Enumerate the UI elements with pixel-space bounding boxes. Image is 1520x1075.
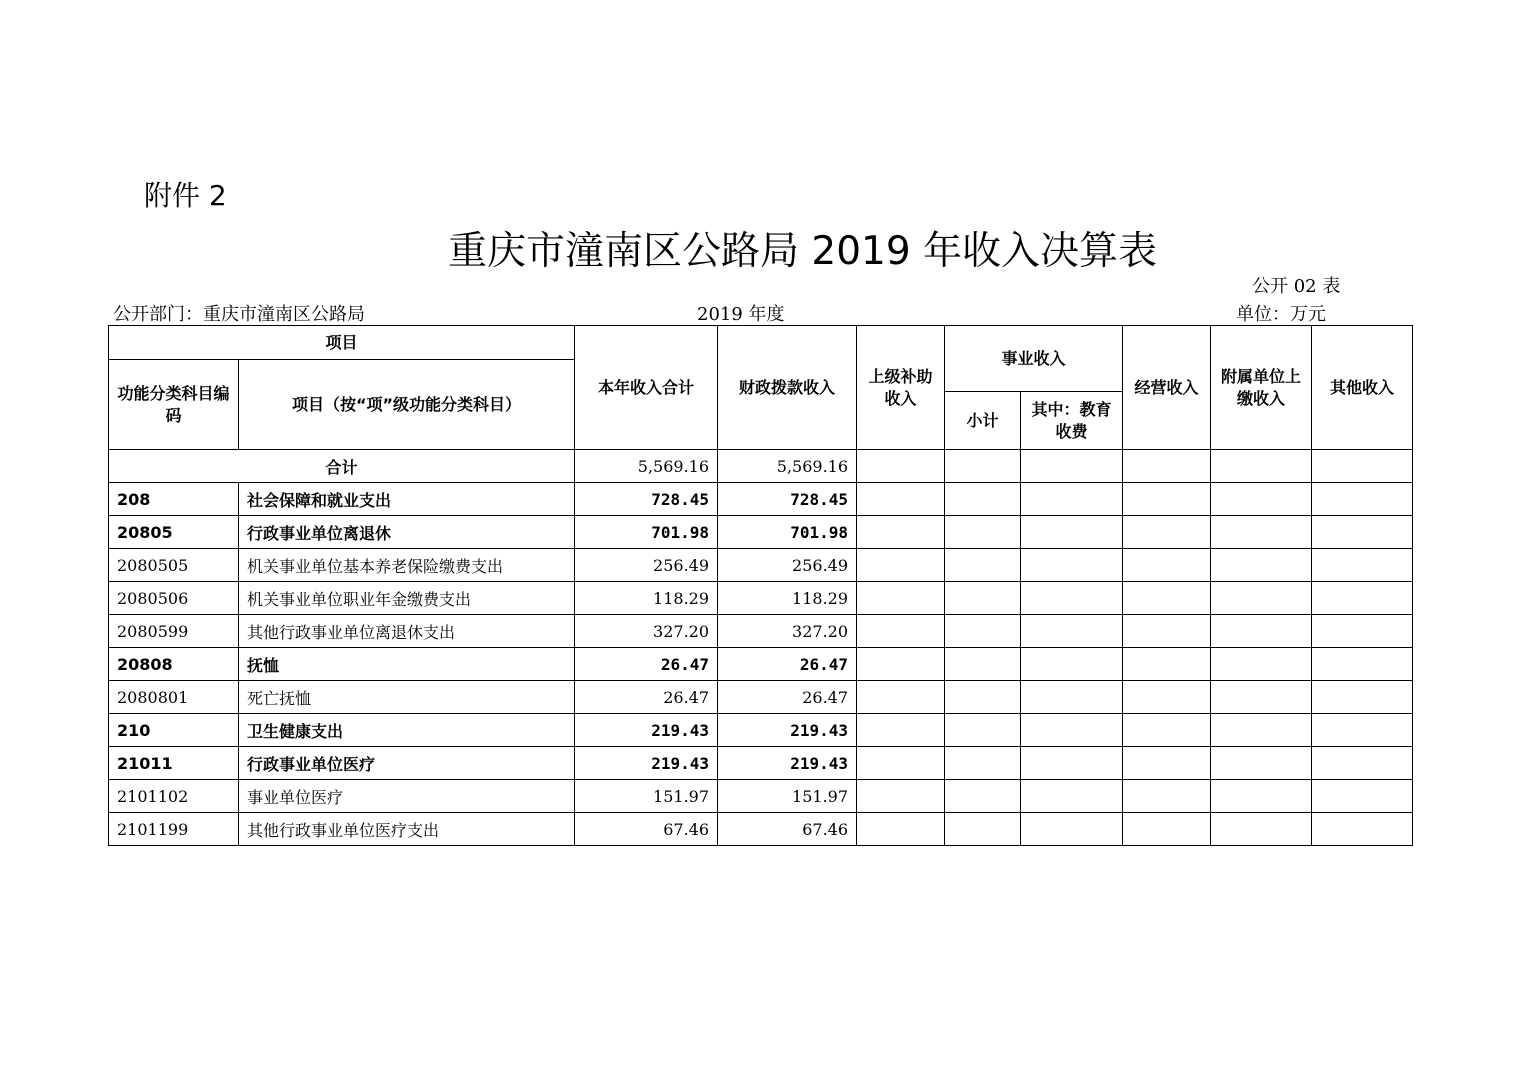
department-label: 公开部门：重庆市潼南区公路局	[113, 304, 365, 325]
row-name: 机关事业单位职业年金缴费支出	[239, 582, 575, 615]
header-other: 其他收入	[1312, 326, 1413, 450]
empty-cell	[857, 648, 945, 681]
header-total-income: 本年收入合计	[575, 326, 718, 450]
empty-cell	[1021, 615, 1123, 648]
empty-cell	[1123, 813, 1211, 846]
empty-cell	[857, 549, 945, 582]
page-title: 重庆市潼南区公路局 2019 年收入决算表	[448, 229, 1158, 274]
empty-cell	[1211, 483, 1312, 516]
row-name: 行政事业单位离退休	[239, 516, 575, 549]
row-code: 20805	[109, 516, 239, 549]
fiscal-year: 2019 年度	[697, 304, 785, 325]
empty-cell	[1021, 483, 1123, 516]
row-total-income: 26.47	[575, 648, 718, 681]
row-code: 20808	[109, 648, 239, 681]
table-row	[109, 780, 1413, 813]
row-name: 社会保障和就业支出	[239, 483, 575, 516]
empty-cell	[1312, 780, 1413, 813]
empty-cell	[945, 483, 1021, 516]
row-name: 死亡抚恤	[239, 681, 575, 714]
empty-cell	[857, 516, 945, 549]
empty-cell	[1312, 813, 1413, 846]
empty-cell	[1312, 450, 1413, 483]
header-edu-fee: 其中：教育收费	[1021, 392, 1123, 450]
empty-cell	[1123, 681, 1211, 714]
empty-cell	[1123, 483, 1211, 516]
row-name: 事业单位医疗	[239, 780, 575, 813]
empty-cell	[1123, 516, 1211, 549]
empty-cell	[1021, 450, 1123, 483]
total-label: 合计	[109, 450, 575, 483]
row-total-income: 701.98	[575, 516, 718, 549]
empty-cell	[857, 714, 945, 747]
row-total-income: 67.46	[575, 813, 718, 846]
row-total-income: 256.49	[575, 549, 718, 582]
empty-cell	[1021, 813, 1123, 846]
empty-cell	[1021, 516, 1123, 549]
income-table	[108, 325, 1413, 846]
row-name: 抚恤	[239, 648, 575, 681]
row-code: 2080801	[109, 681, 239, 714]
row-fiscal: 728.45	[718, 483, 857, 516]
table-row	[109, 516, 1413, 549]
empty-cell	[1123, 648, 1211, 681]
empty-cell	[1021, 747, 1123, 780]
empty-cell	[1123, 714, 1211, 747]
row-code: 2080599	[109, 615, 239, 648]
row-code: 2101102	[109, 780, 239, 813]
empty-cell	[1312, 483, 1413, 516]
empty-cell	[857, 483, 945, 516]
table-row	[109, 582, 1413, 615]
empty-cell	[1211, 582, 1312, 615]
empty-cell	[1211, 714, 1312, 747]
empty-cell	[1312, 648, 1413, 681]
header-business: 事业收入	[945, 326, 1123, 392]
table-row	[109, 549, 1413, 582]
empty-cell	[945, 813, 1021, 846]
empty-cell	[1312, 549, 1413, 582]
empty-cell	[945, 549, 1021, 582]
empty-cell	[1312, 747, 1413, 780]
row-total-income: 118.29	[575, 582, 718, 615]
row-total-income: 219.43	[575, 714, 718, 747]
empty-cell	[945, 648, 1021, 681]
row-total-income: 151.97	[575, 780, 718, 813]
empty-cell	[857, 747, 945, 780]
row-code: 21011	[109, 747, 239, 780]
empty-cell	[1123, 747, 1211, 780]
empty-cell	[945, 681, 1021, 714]
empty-cell	[945, 747, 1021, 780]
table-row	[109, 747, 1413, 780]
form-number: 公开 02 表	[1252, 276, 1341, 297]
header-superior: 上级补助收入	[857, 326, 945, 450]
empty-cell	[1211, 648, 1312, 681]
row-total-income: 219.43	[575, 747, 718, 780]
table-row	[109, 648, 1413, 681]
empty-cell	[1211, 516, 1312, 549]
row-fiscal: 219.43	[718, 747, 857, 780]
table-row	[109, 813, 1413, 846]
row-fiscal: 26.47	[718, 681, 857, 714]
empty-cell	[1312, 615, 1413, 648]
row-fiscal: 118.29	[718, 582, 857, 615]
empty-cell	[1211, 747, 1312, 780]
row-total-income: 327.20	[575, 615, 718, 648]
row-fiscal: 67.46	[718, 813, 857, 846]
empty-cell	[945, 516, 1021, 549]
header-item: 项目	[109, 326, 575, 360]
empty-cell	[1021, 648, 1123, 681]
empty-cell	[857, 615, 945, 648]
table-row	[109, 681, 1413, 714]
empty-cell	[1123, 780, 1211, 813]
header-operating: 经营收入	[1123, 326, 1211, 450]
empty-cell	[1021, 549, 1123, 582]
row-fiscal: 151.97	[718, 780, 857, 813]
header-item-name: 项目（按“项”级功能分类科目）	[239, 360, 575, 450]
empty-cell	[1312, 681, 1413, 714]
empty-cell	[1211, 681, 1312, 714]
empty-cell	[857, 813, 945, 846]
row-name: 其他行政事业单位医疗支出	[239, 813, 575, 846]
total-income-value: 5,569.16	[575, 450, 718, 483]
attachment-label: 附件 2	[144, 179, 227, 212]
row-fiscal: 219.43	[718, 714, 857, 747]
row-name: 机关事业单位基本养老保险缴费支出	[239, 549, 575, 582]
empty-cell	[1021, 582, 1123, 615]
empty-cell	[1211, 549, 1312, 582]
empty-cell	[1312, 516, 1413, 549]
empty-cell	[945, 582, 1021, 615]
row-fiscal: 701.98	[718, 516, 857, 549]
empty-cell	[1211, 615, 1312, 648]
empty-cell	[1123, 450, 1211, 483]
row-name: 卫生健康支出	[239, 714, 575, 747]
empty-cell	[857, 681, 945, 714]
empty-cell	[945, 714, 1021, 747]
empty-cell	[1211, 813, 1312, 846]
empty-cell	[1312, 714, 1413, 747]
empty-cell	[857, 582, 945, 615]
empty-cell	[1123, 615, 1211, 648]
row-code: 208	[109, 483, 239, 516]
row-fiscal: 26.47	[718, 648, 857, 681]
empty-cell	[945, 780, 1021, 813]
header-fiscal: 财政拨款收入	[718, 326, 857, 450]
total-row	[109, 450, 1413, 483]
table-row	[109, 483, 1413, 516]
header-code: 功能分类科目编码	[109, 360, 239, 450]
empty-cell	[1021, 714, 1123, 747]
row-code: 2080506	[109, 582, 239, 615]
row-code: 2101199	[109, 813, 239, 846]
empty-cell	[1312, 582, 1413, 615]
row-fiscal: 256.49	[718, 549, 857, 582]
empty-cell	[1123, 582, 1211, 615]
row-name: 行政事业单位医疗	[239, 747, 575, 780]
empty-cell	[945, 450, 1021, 483]
row-code: 210	[109, 714, 239, 747]
empty-cell	[945, 615, 1021, 648]
empty-cell	[857, 780, 945, 813]
row-fiscal: 327.20	[718, 615, 857, 648]
row-code: 2080505	[109, 549, 239, 582]
empty-cell	[1211, 780, 1312, 813]
empty-cell	[1021, 681, 1123, 714]
header-subtotal: 小计	[945, 392, 1021, 450]
empty-cell	[857, 450, 945, 483]
header-affiliated: 附属单位上缴收入	[1211, 326, 1312, 450]
row-total-income: 26.47	[575, 681, 718, 714]
empty-cell	[1021, 780, 1123, 813]
empty-cell	[1123, 549, 1211, 582]
table-row	[109, 615, 1413, 648]
table-row	[109, 714, 1413, 747]
row-name: 其他行政事业单位离退休支出	[239, 615, 575, 648]
empty-cell	[1211, 450, 1312, 483]
unit-label: 单位：万元	[1236, 304, 1326, 325]
total-fiscal-value: 5,569.16	[718, 450, 857, 483]
row-total-income: 728.45	[575, 483, 718, 516]
